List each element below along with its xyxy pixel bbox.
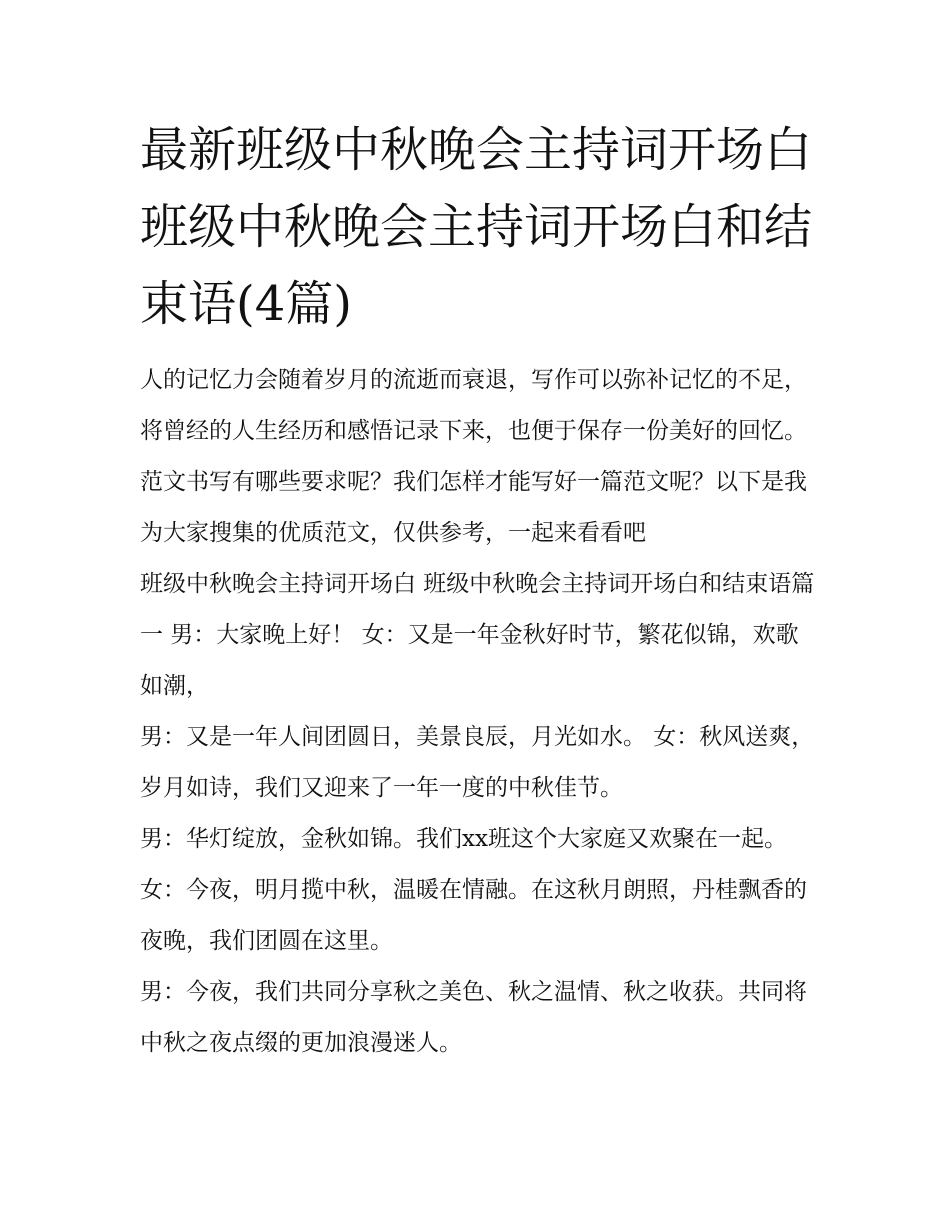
document-body <box>140 355 820 1069</box>
document-title: 最新班级中秋晚会主持词开场白 班级中秋晚会主持词开场白和结束语(4篇) <box>140 122 813 332</box>
paragraph-4: 男：今夜，我们共同分享秋之美色、秋之温情、秋之收获。共同将中秋之夜点缀的更加浪漫迷人。 <box>140 979 807 1056</box>
intro-paragraph: 人的记忆力会随着岁月的流逝而衰退，写作可以弥补记忆的不足，将曾经的人生经历和感悟记录下来，也便于保存一份美好的回忆。范文书写有哪些要求呢？我们怎样才能写好一篇范文呢？以下是我为大家搜集的优质范文，仅供参考，一起来看看吧 <box>140 367 807 546</box>
paragraph-3: 男：华灯绽放，金秋如锦。我们xx班这个大家庭又欢聚在一起。 女：今夜，明月揽中秋，温暖在情融。在这秋月朗照，丹桂飘香的夜晚，我们团圆在这里。 <box>140 826 807 954</box>
paragraph-2: 男：又是一年人间团圆日，美景良辰，月光如水。 女：秋风送爽，岁月如诗，我们又迎来了一年一度的中秋佳节。 <box>140 724 815 801</box>
paragraph-1: 班级中秋晚会主持词开场白 班级中秋晚会主持词开场白和结束语篇一 男：大家晚上好！ 女：又是一年金秋好时节，繁花似锦，欢歌如潮， <box>140 571 815 699</box>
